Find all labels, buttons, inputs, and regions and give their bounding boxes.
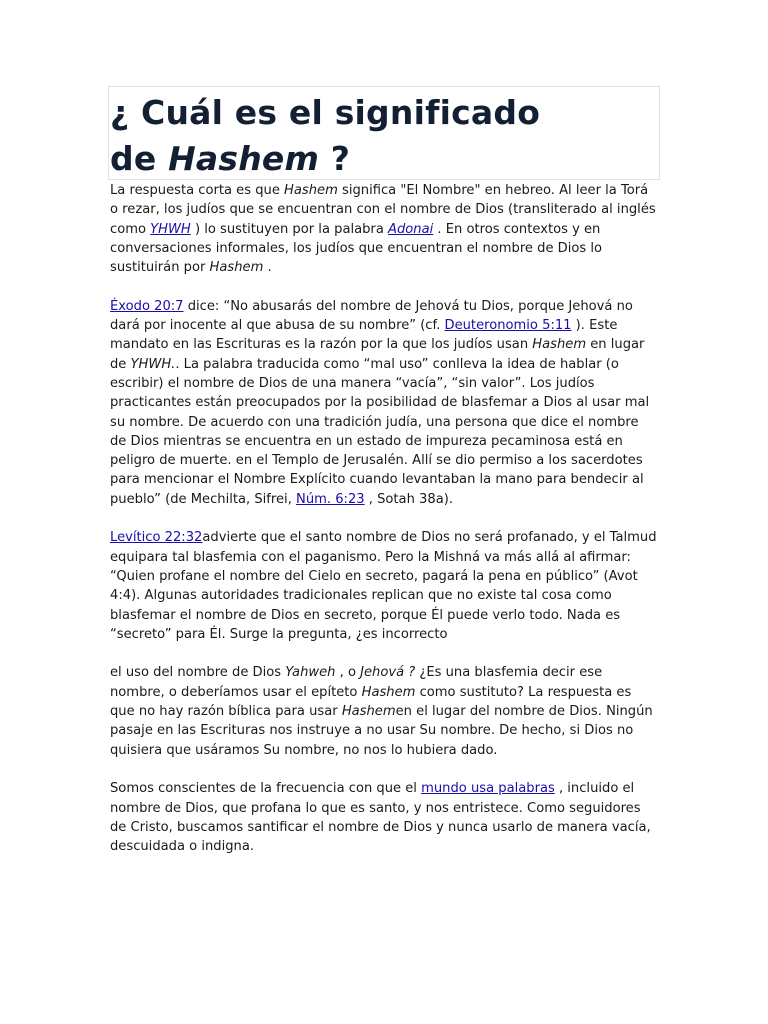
title-line-2-prefix: de <box>110 139 169 178</box>
paragraph-5 <box>110 779 658 856</box>
paragraph-1 <box>110 181 658 277</box>
text: en lugar de <box>110 337 645 372</box>
emphasis-hashem: Hashem <box>209 260 264 276</box>
link-adonai[interactable]: Adonai <box>388 221 434 237</box>
text: . En otros contextos y en conversaciones informales, los judíos que encuentran el nombre de Dios lo sustituirán por <box>110 221 603 276</box>
text: ¿Es una blasfemia decir ese nombre, o deberíamos usar el epíteto <box>110 665 603 700</box>
article-body <box>110 181 658 876</box>
link-mundo-usa-palabras[interactable]: mundo usa palabras <box>421 781 555 797</box>
emphasis-hashem: Hashem <box>284 183 338 198</box>
title-line-2-emphasis: Hashem <box>168 139 320 178</box>
text: La respuesta corta es que <box>110 183 285 198</box>
text: Somos conscientes de la frecuencia con que el <box>110 781 422 797</box>
text: , Sotah 38a). <box>364 491 453 507</box>
text: significa "El Nombre" en hebreo. Al leer la Torá o rezar, los judíos que se encuentran con el nombre de Dios (transliterado al inglés como <box>110 183 656 237</box>
text: , incluido el nombre de Dios, que profana lo que es santo, y nos entristece. Como seguidores de Cristo, buscamos santificar el nombre de Dios y nunca usarlo de manera vacía, descuidada o indigna. <box>110 781 651 855</box>
page-title <box>110 90 655 182</box>
paragraph-4 <box>110 663 658 759</box>
text: . La palabra traducida como “mal uso” conlleva la idea de hablar (o escribir) el nombre de Dios de una manera “vacía”, “sin valor”. Los judíos practicantes están preocupados por la posibilidad de blasfemar a Dios al usar mal su nombre. De acuerdo con una tradición judía, una persona que dice el nombre de Dios mientras se encuentra en un estado de impureza pecaminosa está en peligro de muerte. en el Templo de Jerusalén. Allí se dio permiso a los sacerdotes para mencionar el Nombre Explícito cuando levantaban la mano para bendecir al pueblo” (de Mechilta, Sifrei, <box>110 356 650 507</box>
link-exodo-20-7[interactable]: Éxodo 20:7 <box>110 298 184 314</box>
emphasis-hashem: Hashem <box>361 684 416 700</box>
link-deuteronomio-5-11[interactable]: Deuteronomio 5:11 <box>444 318 572 334</box>
paragraph-3 <box>110 528 658 644</box>
text: dice: “No abusarás del nombre de Jehová tu Dios, porque Jehová no dará por inocente al que abusa de su nombre” (cf. <box>110 298 633 334</box>
text: en el lugar del nombre de Dios. Ningún pasaje en las Escrituras nos instruye a no usar Su nombre. De hecho, si Dios no quisiera que usáramos Su nombre, no nos lo hubiera dado. <box>110 704 653 758</box>
emphasis-yahweh: Yahweh <box>285 665 336 681</box>
emphasis-jehova: Jehová ? <box>360 665 416 681</box>
text: advierte que el santo nombre de Dios no será profanado, y el Talmud equipara tal blasfemia con el paganismo. Pero la Mishná va más allá al afirmar: “Quien profane el nombre del Cielo en secreto, pagará la pena en público” (Avot 4:4). Algunas autoridades tradicionales replican que no existe tal cosa como blasfemar el nombre de Dios en secreto, porque Él puede verlo todo. Nada es “secreto” para Él. Surge la pregunta, ¿es incorrecto <box>110 530 657 642</box>
text: como sustituto? La respuesta es que no hay razón bíblica para usar <box>110 684 632 720</box>
link-num-6-23[interactable]: Núm. 6:23 <box>296 491 365 507</box>
emphasis-yhwh: YHWH. <box>130 356 176 372</box>
title-line-2-suffix: ? <box>319 139 351 178</box>
text: el uso del nombre de Dios <box>110 665 286 681</box>
title-line-1: ¿ Cuál es el significado <box>110 93 541 132</box>
text: ) lo sustituyen por la palabra <box>190 221 389 237</box>
text: . <box>263 260 272 276</box>
emphasis-hashem: Hashem <box>341 704 396 720</box>
text: ). Este mandato en las Escrituras es la razón por la que los judíos usan <box>110 318 618 353</box>
link-yhwh[interactable]: YHWH <box>150 221 191 237</box>
paragraph-2 <box>110 297 658 509</box>
link-levitico-22-32[interactable]: Levítico 22:32 <box>110 530 203 546</box>
text: , o <box>335 665 361 681</box>
emphasis-hashem: Hashem <box>532 337 587 353</box>
